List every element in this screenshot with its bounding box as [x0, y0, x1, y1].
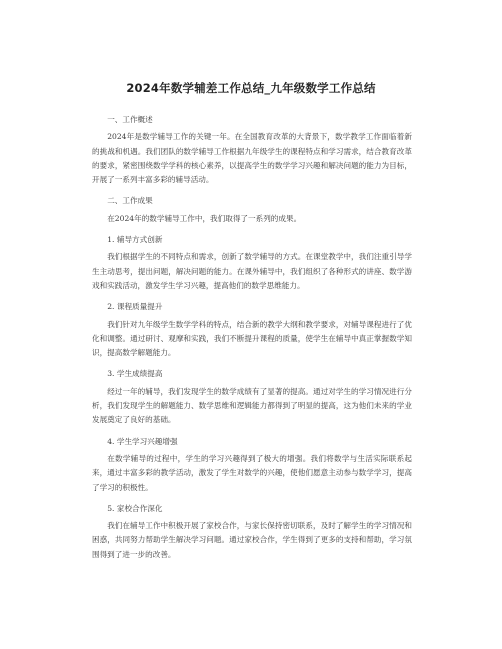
paragraph-interest: 在数学辅导的过程中，学生的学习兴趣得到了极大的增强。我们将数学与生活实际联系起来，通过丰富多彩的教学活动，激发了学生对数学的兴趣，使他们愿意主动参与数学学习，提高了学习的积极性。	[92, 453, 412, 492]
paragraph-grade-improvement: 经过一年的辅导，我们发现学生的数学成绩有了显著的提高。通过对学生的学习情况进行分析，我们发现学生的解题能力、数学思维和逻辑能力都得到了明显的提高，这为他们未来的学业发展奠定了良好的基础。	[92, 386, 412, 425]
paragraph-course-quality: 我们针对九年级学生数学学科的特点，结合新的教学大纲和教学要求，对辅导课程进行了优化和调整。通过研讨、观摩和实践，我们不断提升课程的质量，使学生在辅导中真正掌握数学知识，提高数学解题能力。	[92, 319, 412, 358]
document-body	[92, 106, 412, 562]
paragraph-results-intro: 在2024年的数学辅导工作中，我们取得了一系列的成果。	[107, 213, 302, 223]
subheading-home-school: 5. 家校合作深化	[107, 503, 163, 513]
subheading-course-quality: 2. 课程质量提升	[107, 302, 163, 312]
paragraph-overview: 2024年是数学辅导工作的关键一年。在全国教育改革的大背景下，数学教学工作面临着新的挑战和机遇。我们团队的数学辅导工作根据九年级学生的课程特点和学习需求，结合教育改革的要求，紧密围绕数学学科的核心素养，以提高学生的数学学习兴趣和解决问题的能力为目标，开展了一系列丰富多彩的辅导活动。	[92, 132, 412, 185]
section-heading-results: 二、工作成果	[107, 196, 153, 206]
subheading-method-innovation: 1. 辅导方式创新	[107, 235, 163, 245]
paragraph-method-innovation: 我们根据学生的不同特点和需求，创新了数学辅导的方式。在课堂教学中，我们注重引导学生主动思考，提出问题，解决问题的能力。在课外辅导中，我们组织了各种形式的讲座、数学游戏和实践活动，激发学生学习兴趣，提高他们的数学思维能力。	[92, 252, 412, 290]
paragraph-home-school: 我们在辅导工作中积极开展了家校合作，与家长保持密切联系，及时了解学生的学习情况和困惑，共同努力帮助学生解决学习问题。通过家校合作，学生得到了更多的支持和帮助，学习氛围得到了进一步的改善。	[92, 521, 412, 559]
subheading-grade-improvement: 3. 学生成绩提高	[107, 369, 163, 379]
section-heading-overview: 一、工作概述	[107, 115, 153, 124]
subheading-interest: 4. 学生学习兴趣增强	[107, 436, 178, 446]
document-title: 2024年数学辅差工作总结_九年级数学工作总结	[126, 81, 376, 95]
